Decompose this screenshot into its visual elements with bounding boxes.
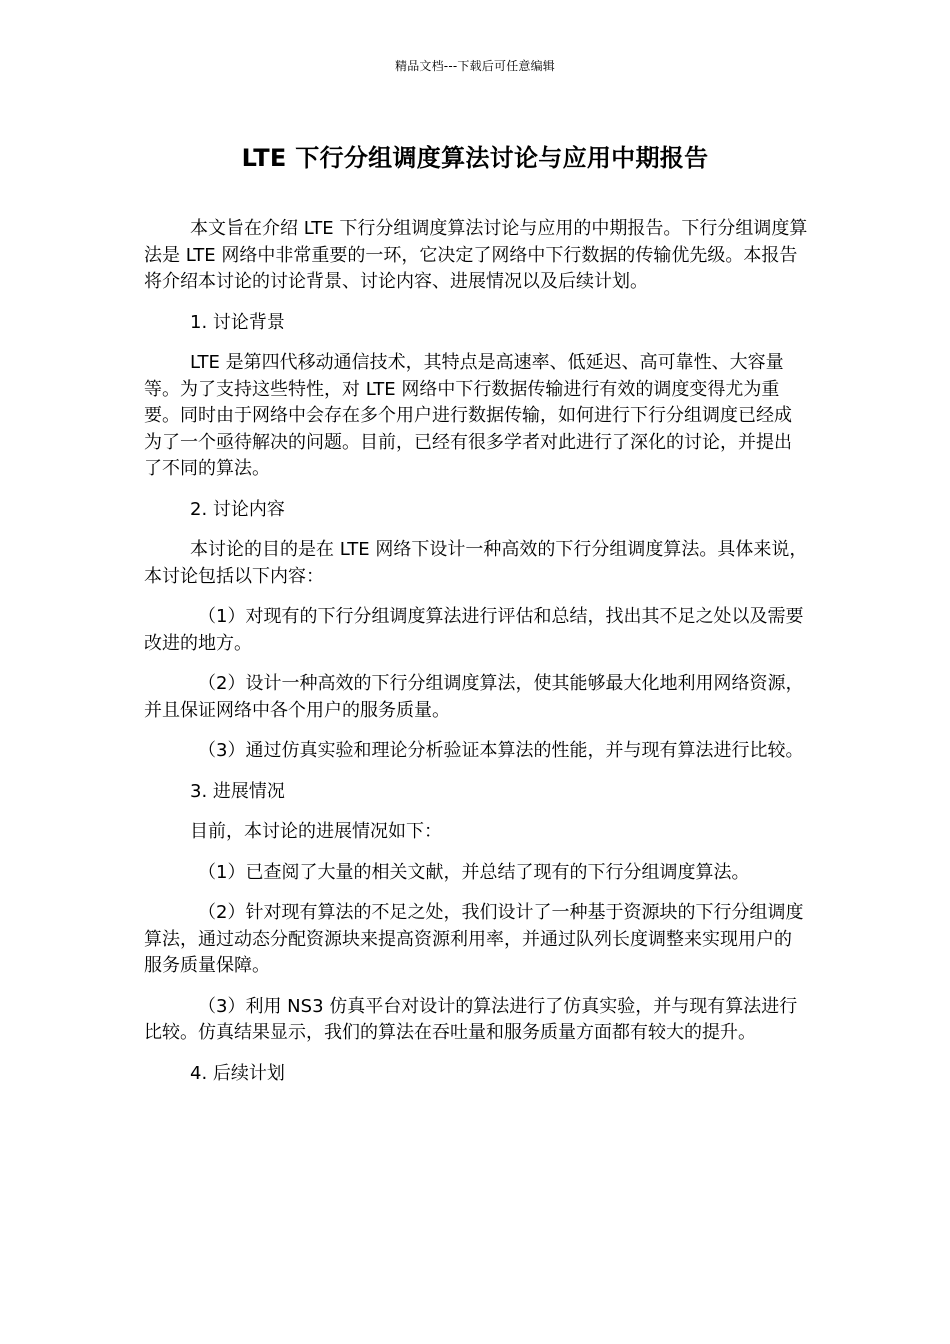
- document-body: [144, 216, 809, 1101]
- section-heading-background: 1. 讨论背景: [190, 311, 285, 333]
- section-heading-progress: 3. 进展情况: [190, 780, 285, 802]
- background-paragraph: LTE 是第四代移动通信技术，其特点是高速率、低延迟、高可靠性、大容量等。为了支持这些特性，对 LTE 网络中下行数据传输进行有效的调度变得尤为重要。同时由于网络中会存在多个用户进行数据传输，如何进行下行分组调度已经成为了一个亟待解决的问题。目前，已经有很多学者对此进行了深化的讨论，并提出了不同的算法。: [144, 352, 792, 479]
- section-heading-plan: 4. 后续计划: [190, 1062, 285, 1084]
- intro-paragraph: 本文旨在介绍 LTE 下行分组调度算法讨论与应用的中期报告。下行分组调度算法是 LTE 网络中非常重要的一环，它决定了网络中下行数据的传输优先级。本报告将介绍本讨论的讨论背景、讨论内容、进展情况以及后续计划。: [144, 218, 808, 292]
- progress-paragraph: 目前，本讨论的进展情况如下：: [190, 821, 442, 842]
- content-item: （3）通过仿真实验和理论分析验证本算法的性能，并与现有算法进行比较。: [198, 740, 804, 761]
- content-item: （1）对现有的下行分组调度算法进行评估和总结，找出其不足之处以及需要改进的地方。: [144, 606, 804, 654]
- page-header-note: 精品文档---下载后可任意编辑: [395, 59, 555, 73]
- section-heading-content: 2. 讨论内容: [190, 498, 285, 520]
- content-paragraph: 本讨论的目的是在 LTE 网络下设计一种高效的下行分组调度算法。具体来说，本讨论包括以下内容：: [144, 539, 808, 587]
- content-item: （2）设计一种高效的下行分组调度算法，使其能够最大化地利用网络资源，并且保证网络中各个用户的服务质量。: [144, 673, 804, 721]
- document-title: LTE 下行分组调度算法讨论与应用中期报告: [241, 144, 709, 172]
- progress-item: （1）已查阅了大量的相关文献，并总结了现有的下行分组调度算法。: [198, 861, 750, 883]
- progress-item: （3）利用 NS3 仿真平台对设计的算法进行了仿真实验，并与现有算法进行比较。仿真结果显示，我们的算法在吞吐量和服务质量方面都有较大的提升。: [144, 995, 798, 1043]
- progress-item: （2）针对现有算法的不足之处，我们设计了一种基于资源块的下行分组调度算法，通过动态分配资源块来提高资源利用率，并通过队列长度调整来实现用户的服务质量保障。: [144, 902, 804, 976]
